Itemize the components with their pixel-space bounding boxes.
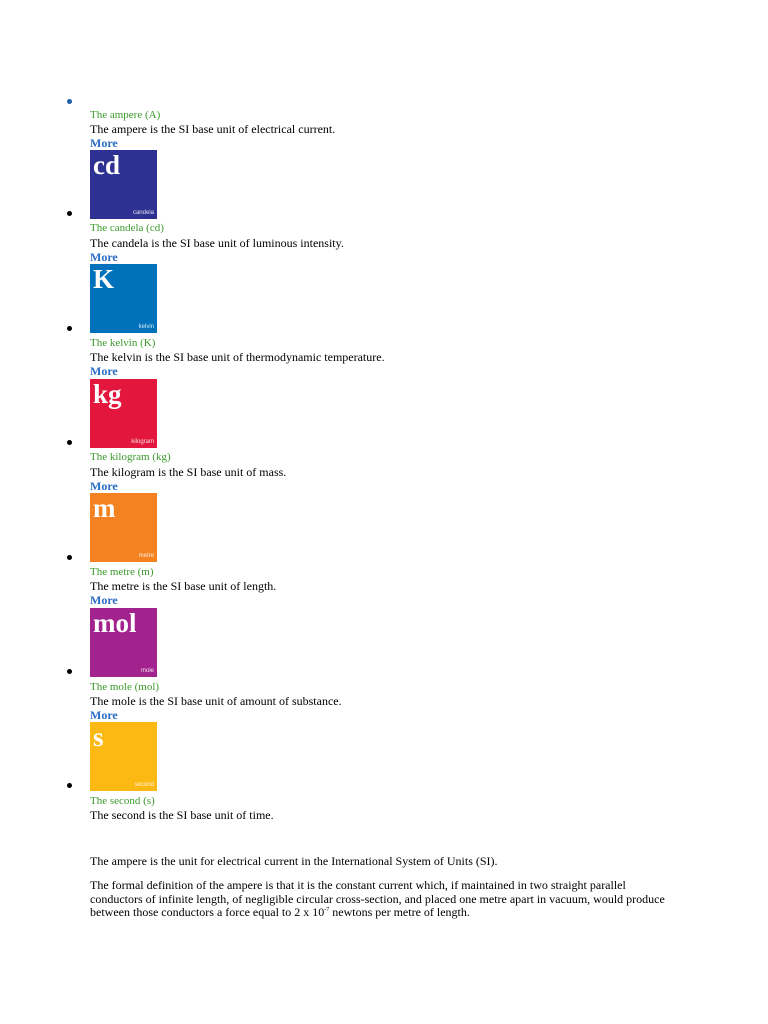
definition-text-end: newtons per metre of length.: [329, 905, 470, 919]
tile-label: kelvin: [138, 324, 154, 330]
unit-title-mole: The mole (mol): [90, 681, 160, 693]
tile-label: metre: [138, 553, 154, 559]
bullet: [67, 669, 72, 674]
unit-description-ampere: The ampere is the SI base unit of electrical current.: [90, 122, 336, 136]
kilogram-tile[interactable]: [90, 379, 157, 448]
unit-title-second: The second (s): [90, 795, 155, 807]
bullet: [67, 99, 72, 104]
unit-description-kilogram: The kilogram is the SI base unit of mass.: [90, 465, 287, 479]
tile-label: candela: [132, 210, 154, 216]
more-link-ampere[interactable]: More: [90, 136, 118, 150]
bullet: [67, 326, 72, 331]
unit-description-kelvin: The kelvin is the SI base unit of thermodynamic temperature.: [90, 350, 385, 364]
more-link-metre[interactable]: More: [90, 593, 118, 607]
unit-title-kilogram: The kilogram (kg): [90, 451, 171, 463]
unit-description-candela: The candela is the SI base unit of luminous intensity.: [90, 236, 344, 250]
tile-label: second: [134, 782, 154, 788]
tile-symbol: s: [93, 722, 104, 752]
tile-symbol: m: [93, 493, 116, 523]
unit-description-second: The second is the SI base unit of time.: [90, 808, 274, 822]
unit-title-candela: The candela (cd): [90, 222, 164, 234]
more-link-mole[interactable]: More: [90, 708, 118, 722]
kelvin-tile[interactable]: [90, 264, 157, 333]
tile-symbol: kg: [93, 379, 122, 409]
more-link-candela[interactable]: More: [90, 250, 118, 264]
definition-exponent: -7: [324, 907, 330, 913]
unit-title-kelvin: The kelvin (K): [90, 337, 156, 349]
definition-text: The formal definition of the ampere is that it is the constant current which, if maintained in two straight parallel conductors of infinite length, of negligible circular cross-section, and placed one metre apart in vacuum, would produce between those conductors a force equal to 2 x 10: [90, 878, 665, 919]
tile-label: kilogram: [131, 439, 154, 445]
unit-description-metre: The metre is the SI base unit of length.: [90, 579, 277, 593]
more-link-kelvin[interactable]: More: [90, 364, 118, 378]
more-link-kilogram[interactable]: More: [90, 479, 118, 493]
tile-label: mole: [140, 668, 154, 674]
unit-description-mole: The mole is the SI base unit of amount of substance.: [90, 694, 342, 708]
bullet: [67, 211, 72, 216]
tile-symbol: K: [93, 264, 115, 294]
intro-paragraph: The ampere is the unit for electrical current in the International System of Units (SI).: [90, 854, 498, 868]
bullet: [67, 440, 72, 445]
bullet: [67, 555, 72, 560]
tile-symbol: cd: [93, 150, 120, 180]
bullet: [67, 783, 72, 788]
second-tile[interactable]: [90, 722, 157, 791]
definition-paragraph: [90, 879, 680, 920]
mole-tile[interactable]: [90, 608, 157, 677]
candela-tile[interactable]: [90, 150, 157, 219]
unit-title-ampere: The ampere (A): [90, 109, 161, 121]
metre-tile[interactable]: [90, 493, 157, 562]
unit-title-metre: The metre (m): [90, 566, 154, 578]
tile-symbol: mol: [93, 608, 137, 638]
